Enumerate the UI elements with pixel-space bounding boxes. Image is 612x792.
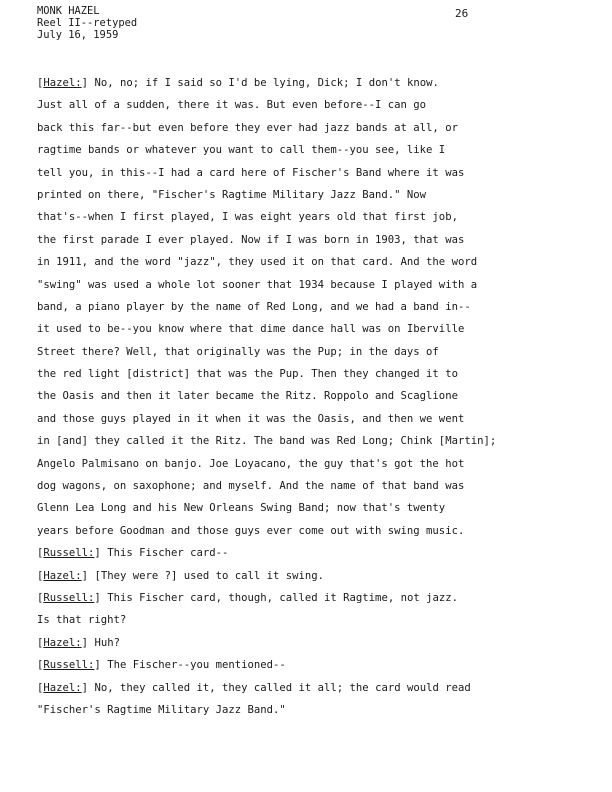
line-text: in [and] they called it the Ritz. The band was Red Long; Chink [Martin];: [37, 435, 497, 448]
transcript-line: [37, 385, 597, 407]
transcript-line: [37, 162, 597, 184]
page-header: [37, 5, 137, 41]
reel-label: Reel II--retyped: [37, 17, 138, 29]
line-text: ragtime bands or whatever you want to call them--you see, like I: [37, 144, 446, 157]
transcript-line: [Hazel:] [They were ?] used to call it swing.: [37, 569, 325, 582]
line-text: No, no; if I said so I'd be lying, Dick; I don't know.: [94, 77, 439, 89]
line-text: Glenn Lea Long and his New Orleans Swing Band; now that's twenty: [37, 502, 446, 515]
line-text: band, a piano player by the name of Red Long, and we had a band in--: [37, 300, 471, 313]
line-text: printed on there, "Fischer's Ragtime Military Jazz Band." Now: [37, 188, 427, 201]
transcript-line: [37, 497, 597, 519]
transcript-line: [Russell:] The Fischer--you mentioned--: [37, 659, 286, 672]
line-text: it used to be--you know where that dime dance hall was on Iberville: [37, 323, 465, 336]
transcript-line: [37, 430, 597, 452]
line-text: No, they called it, they called it all; the card would read: [94, 681, 471, 694]
transcript-body: [37, 72, 597, 721]
speaker-label: Russell:: [43, 547, 95, 560]
line-text: This Fischer card, though, called it Ragtime, not jazz.: [107, 591, 458, 604]
transcript-line: [37, 699, 597, 721]
line-text: "Fischer's Ragtime Military Jazz Band.": [37, 703, 286, 716]
transcript-line: [Russell:] This Fischer card--: [37, 547, 229, 560]
transcript-line: [37, 408, 597, 430]
line-text: Is that right?: [37, 614, 127, 627]
speaker-label: Russell:: [43, 591, 95, 604]
transcript-line: [37, 117, 597, 139]
speaker-label: Hazel:: [43, 569, 82, 582]
document-title: MONK HAZEL: [37, 5, 100, 17]
transcript-line: [37, 94, 597, 116]
line-text: years before Goodman and those guys ever come out with swing music.: [37, 524, 465, 537]
transcript-line: [37, 251, 597, 273]
line-text: the Oasis and then it later became the Ritz. Roppolo and Scaglione: [37, 390, 458, 403]
speaker-label: Russell:: [43, 659, 95, 672]
line-text: tell you, in this--I had a card here of Fischer's Band where it was: [37, 166, 465, 179]
line-text: dog wagons, on saxophone; and myself. And the name of that band was: [37, 480, 465, 493]
transcript-line: [37, 206, 597, 228]
line-text: The Fischer--you mentioned--: [107, 659, 286, 672]
transcript-line: [37, 475, 597, 497]
transcript-line: [Russell:] This Fischer card, though, called it Ragtime, not jazz.: [37, 591, 458, 604]
line-text: back this far--but even before they ever had jazz bands at all, or: [37, 121, 458, 134]
transcript-line: [37, 184, 597, 206]
line-text: Angelo Palmisano on banjo. Joe Loyacano, the guy that's got the hot: [37, 457, 465, 470]
transcript-line: [Hazel:] No, no; if I said so I'd be lying, Dick; I don't know.: [37, 77, 439, 89]
speaker-label: Hazel:: [43, 77, 82, 89]
transcript-line: [37, 229, 597, 251]
transcript-line: [37, 341, 597, 363]
transcript-line: [37, 296, 597, 318]
transcript-line: [37, 274, 597, 296]
line-text: the red light [district] that was the Pup. Then they changed it to: [37, 368, 458, 381]
line-text: and those guys played in it when it was the Oasis, and then we went: [37, 412, 465, 425]
line-text: "swing" was used a whole lot sooner that 1934 because I played with a: [37, 278, 478, 291]
line-text: the first parade I ever played. Now if I was born in 1903, that was: [37, 233, 465, 246]
transcript-line: [37, 520, 597, 542]
line-text: [They were ?] used to call it swing.: [94, 569, 325, 582]
transcript-line: [Hazel:] No, they called it, they called it all; the card would read: [37, 681, 471, 694]
transcript-line: [Hazel:] Huh?: [37, 636, 120, 649]
line-text: Huh?: [94, 636, 120, 649]
transcript-line: [37, 609, 597, 631]
speaker-label: Hazel:: [43, 681, 82, 694]
line-text: Street there? Well, that originally was the Pup; in the days of: [37, 345, 439, 358]
transcript-line: [37, 363, 597, 385]
line-text: Just all of a sudden, there it was. But even before--I can go: [37, 99, 427, 112]
page-number: 26: [455, 7, 469, 20]
line-text: in 1911, and the word "jazz", they used it on that card. And the word: [37, 256, 478, 269]
transcript-line: [37, 318, 597, 340]
transcript-line: [37, 453, 597, 475]
transcript-line: [37, 139, 597, 161]
line-text: that's--when I first played, I was eight years old that first job,: [37, 211, 458, 224]
speaker-label: Hazel:: [43, 636, 82, 649]
interview-date: July 16, 1959: [37, 29, 119, 41]
line-text: This Fischer card--: [107, 547, 229, 560]
